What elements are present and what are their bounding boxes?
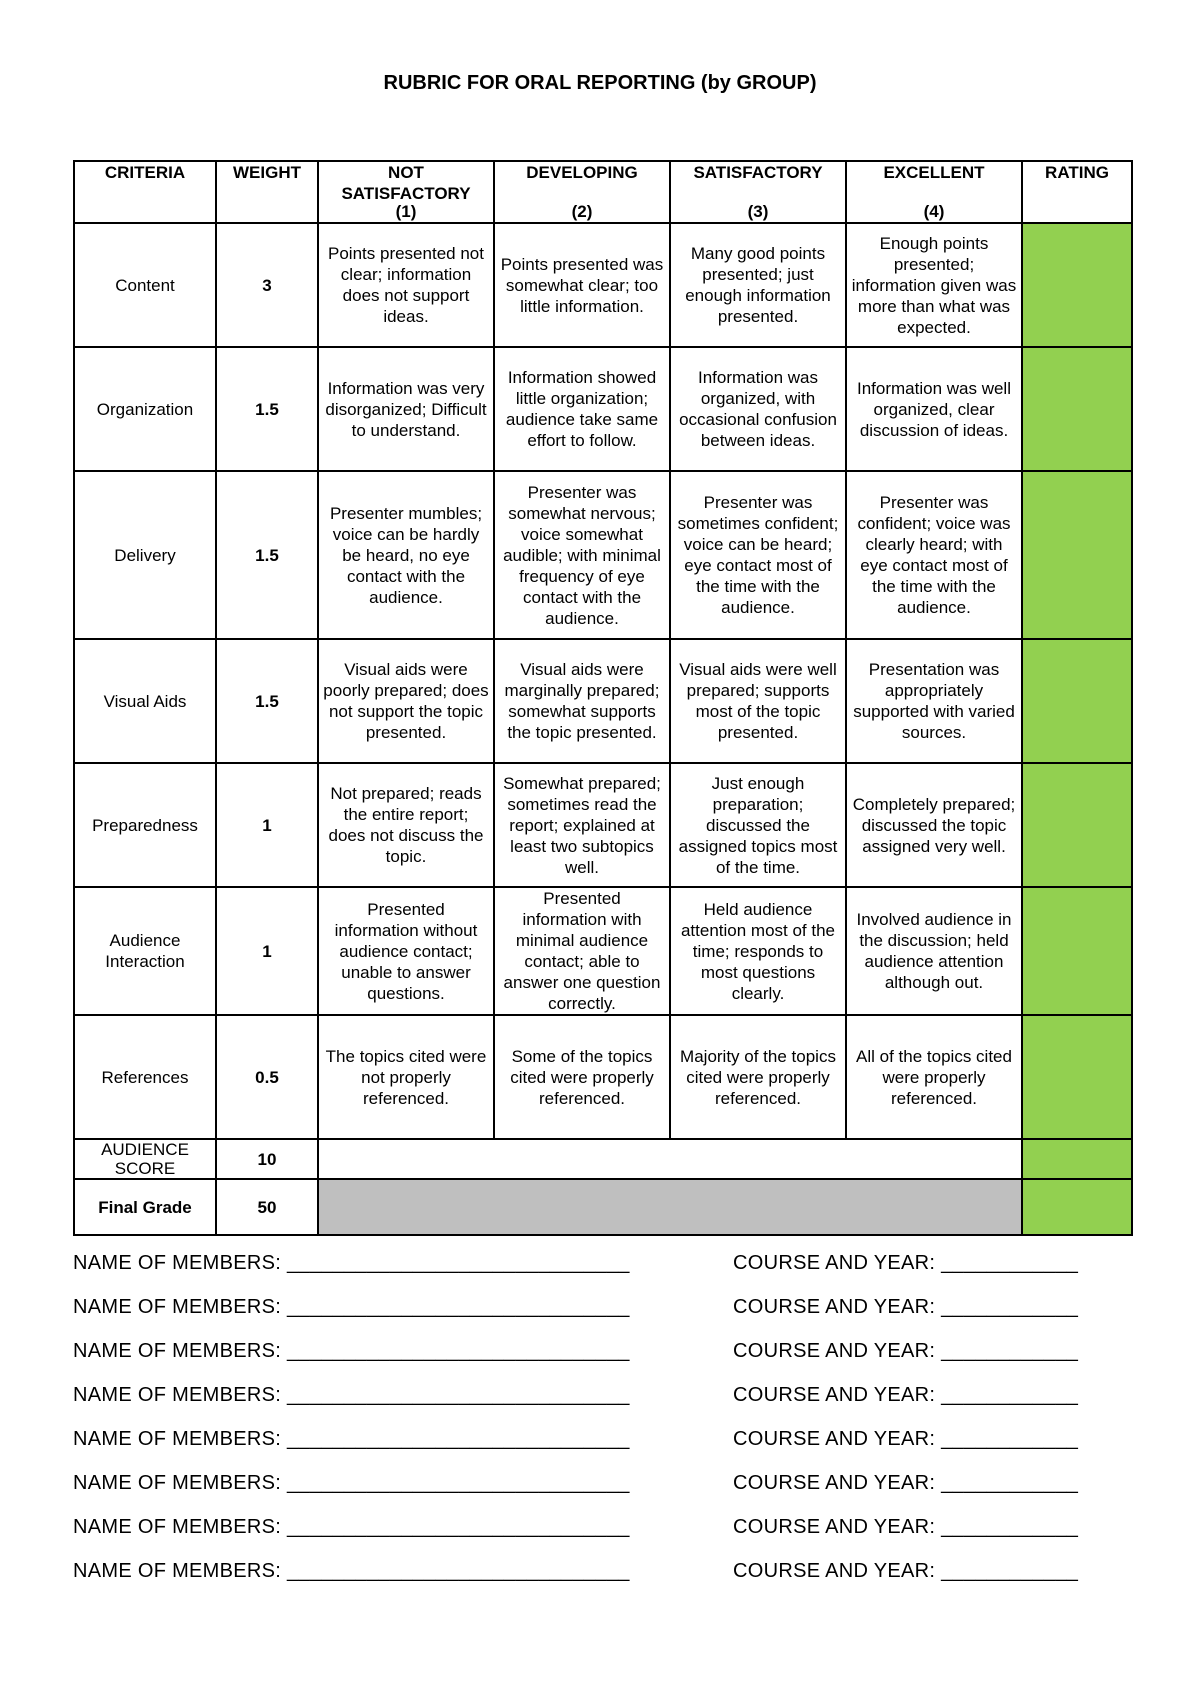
satisfactory-description: Information was organized, with occasional confusion between ideas. xyxy=(670,347,846,471)
criteria-name: References xyxy=(74,1015,216,1139)
satisfactory-description: Visual aids were well prepared; supports most of the topic presented. xyxy=(670,639,846,763)
header-rating: RATING xyxy=(1022,161,1132,223)
page-title: RUBRIC FOR ORAL REPORTING (by GROUP) xyxy=(383,72,817,94)
criteria-weight: 1 xyxy=(216,887,318,1015)
satisfactory-description: Just enough preparation; discussed the assigned topics most of the time. xyxy=(670,763,846,887)
member-name-field[interactable]: NAME OF MEMBERS: ______________________________ xyxy=(73,1428,630,1450)
criteria-weight: 0.5 xyxy=(216,1015,318,1139)
member-line xyxy=(73,1516,1133,1560)
course-year-field[interactable]: COURSE AND YEAR: ____________ xyxy=(733,1340,1079,1362)
developing-description: Visual aids were marginally prepared; somewhat supports the topic presented. xyxy=(494,639,670,763)
excellent-description: Information was well organized, clear discussion of ideas. xyxy=(846,347,1022,471)
member-name-field[interactable]: NAME OF MEMBERS: ______________________________ xyxy=(73,1252,630,1274)
criteria-weight: 1.5 xyxy=(216,471,318,639)
member-name-field[interactable]: NAME OF MEMBERS: ______________________________ xyxy=(73,1516,630,1538)
header-satisfactory: SATISFACTORY (3) xyxy=(670,161,846,223)
excellent-description: Involved audience in the discussion; held audience attention although out. xyxy=(846,887,1022,1015)
criteria-weight: 1.5 xyxy=(216,639,318,763)
final-grade-label: Final Grade xyxy=(74,1179,216,1235)
rating-cell[interactable] xyxy=(1022,471,1132,639)
excellent-description: Presenter was confident; voice was clearly heard; with eye contact most of the time with the audience. xyxy=(846,471,1022,639)
satisfactory-description: Presenter was sometimes confident; voice can be heard; eye contact most of the time with the audience. xyxy=(670,471,846,639)
course-year-field[interactable]: COURSE AND YEAR: ____________ xyxy=(733,1296,1079,1318)
member-name-field[interactable]: NAME OF MEMBERS: ______________________________ xyxy=(73,1384,630,1406)
not-satisfactory-description: Points presented not clear; information does not support ideas. xyxy=(318,223,494,347)
criteria-row xyxy=(74,887,1132,1015)
criteria-weight: 1.5 xyxy=(216,347,318,471)
criteria-row xyxy=(74,763,1132,887)
audience-score-rating-cell[interactable] xyxy=(1022,1139,1132,1179)
header-developing: DEVELOPING (2) xyxy=(494,161,670,223)
excellent-description: Presentation was appropriately supported with varied sources. xyxy=(846,639,1022,763)
rating-cell[interactable] xyxy=(1022,347,1132,471)
not-satisfactory-description: Information was very disorganized; Difficult to understand. xyxy=(318,347,494,471)
final-grade-weight: 50 xyxy=(216,1179,318,1235)
header-not-satisfactory: NOT SATISFACTORY (1) xyxy=(318,161,494,223)
rating-cell[interactable] xyxy=(1022,1015,1132,1139)
criteria-row xyxy=(74,639,1132,763)
criteria-name: Content xyxy=(74,223,216,347)
final-grade-row xyxy=(74,1179,1132,1235)
course-year-field[interactable]: COURSE AND YEAR: ____________ xyxy=(733,1428,1079,1450)
rating-cell[interactable] xyxy=(1022,639,1132,763)
not-satisfactory-description: Visual aids were poorly prepared; does not support the topic presented. xyxy=(318,639,494,763)
course-year-field[interactable]: COURSE AND YEAR: ____________ xyxy=(733,1384,1079,1406)
developing-description: Presented information with minimal audience contact; able to answer one question correctly. xyxy=(494,887,670,1015)
rubric-table xyxy=(73,160,1133,1236)
criteria-row xyxy=(74,1015,1132,1139)
audience-score-row xyxy=(74,1139,1132,1179)
member-name-field[interactable]: NAME OF MEMBERS: ______________________________ xyxy=(73,1560,630,1582)
rating-cell[interactable] xyxy=(1022,887,1132,1015)
member-line xyxy=(73,1472,1133,1516)
not-satisfactory-description: Presented information without audience contact; unable to answer questions. xyxy=(318,887,494,1015)
criteria-row xyxy=(74,347,1132,471)
excellent-description: All of the topics cited were properly referenced. xyxy=(846,1015,1022,1139)
criteria-weight: 3 xyxy=(216,223,318,347)
developing-description: Information showed little organization; audience take same effort to follow. xyxy=(494,347,670,471)
criteria-name: Audience Interaction xyxy=(74,887,216,1015)
header-row xyxy=(74,161,1132,223)
developing-description: Presenter was somewhat nervous; voice somewhat audible; with minimal frequency of eye contact with the audience. xyxy=(494,471,670,639)
satisfactory-description: Majority of the topics cited were properly referenced. xyxy=(670,1015,846,1139)
member-line xyxy=(73,1560,1133,1604)
satisfactory-description: Held audience attention most of the time; responds to most questions clearly. xyxy=(670,887,846,1015)
rating-cell[interactable] xyxy=(1022,763,1132,887)
criteria-row xyxy=(74,471,1132,639)
member-name-field[interactable]: NAME OF MEMBERS: ______________________________ xyxy=(73,1340,630,1362)
member-line xyxy=(73,1384,1133,1428)
developing-description: Points presented was somewhat clear; too little information. xyxy=(494,223,670,347)
course-year-field[interactable]: COURSE AND YEAR: ____________ xyxy=(733,1560,1079,1582)
audience-score-label: AUDIENCE SCORE xyxy=(74,1139,216,1179)
criteria-name: Organization xyxy=(74,347,216,471)
not-satisfactory-description: Not prepared; reads the entire report; does not discuss the topic. xyxy=(318,763,494,887)
excellent-description: Completely prepared; discussed the topic assigned very well. xyxy=(846,763,1022,887)
member-line xyxy=(73,1428,1133,1472)
satisfactory-description: Many good points presented; just enough information presented. xyxy=(670,223,846,347)
member-name-field[interactable]: NAME OF MEMBERS: ______________________________ xyxy=(73,1296,630,1318)
member-name-field[interactable]: NAME OF MEMBERS: ______________________________ xyxy=(73,1472,630,1494)
course-year-field[interactable]: COURSE AND YEAR: ____________ xyxy=(733,1472,1079,1494)
criteria-name: Delivery xyxy=(74,471,216,639)
course-year-field[interactable]: COURSE AND YEAR: ____________ xyxy=(733,1252,1079,1274)
developing-description: Some of the topics cited were properly referenced. xyxy=(494,1015,670,1139)
developing-description: Somewhat prepared; sometimes read the report; explained at least two subtopics well. xyxy=(494,763,670,887)
header-excellent: EXCELLENT (4) xyxy=(846,161,1022,223)
criteria-row xyxy=(74,223,1132,347)
not-satisfactory-description: Presenter mumbles; voice can be hardly be heard, no eye contact with the audience. xyxy=(318,471,494,639)
rating-cell[interactable] xyxy=(1022,223,1132,347)
header-weight: WEIGHT xyxy=(216,161,318,223)
members-section xyxy=(73,1252,1133,1604)
member-line xyxy=(73,1340,1133,1384)
final-grade-rating-cell[interactable] xyxy=(1022,1179,1132,1235)
audience-score-blank xyxy=(318,1139,1022,1179)
header-criteria: CRITERIA xyxy=(74,161,216,223)
final-grade-shaded xyxy=(318,1179,1022,1235)
excellent-description: Enough points presented; information given was more than what was expected. xyxy=(846,223,1022,347)
criteria-name: Preparedness xyxy=(74,763,216,887)
member-line xyxy=(73,1296,1133,1340)
not-satisfactory-description: The topics cited were not properly referenced. xyxy=(318,1015,494,1139)
criteria-name: Visual Aids xyxy=(74,639,216,763)
audience-score-weight: 10 xyxy=(216,1139,318,1179)
course-year-field[interactable]: COURSE AND YEAR: ____________ xyxy=(733,1516,1079,1538)
criteria-weight: 1 xyxy=(216,763,318,887)
member-line xyxy=(73,1252,1133,1296)
